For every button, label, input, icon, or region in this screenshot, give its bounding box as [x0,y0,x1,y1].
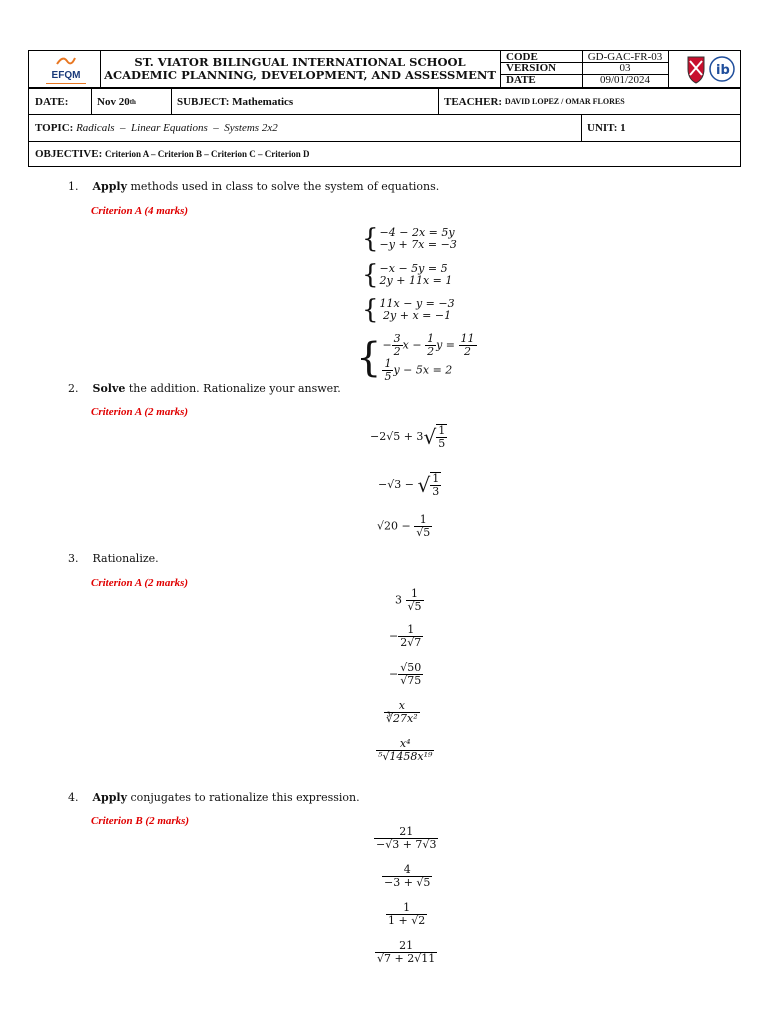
question-1-criterion: Criterion A (4 marks) [91,205,189,217]
info-topic: TOPIC: Radicals – Linear Equations – Systems 2x2 [35,122,278,134]
info-teacher: TEACHER: DAVID LOPEZ / OMAR FLORES [444,95,625,108]
shield-icon [688,57,704,83]
conjugate-1: $\frac{21}{-√3 + 7√3}$ [376,825,437,851]
code-label: CODE [506,51,538,63]
school-logos [684,53,736,89]
question-4-criterion: Criterion B (2 marks) [91,815,190,827]
question-2-criterion: Criterion A (2 marks) [91,406,189,418]
question-4: 4. Apply conjugates to rationalize this expression. [68,791,360,804]
rationalize-1: 3 $\frac{1}{√5}$ [395,587,422,613]
radical-1: −2√5 + 3√ $\frac{1}{5}$ [370,424,446,450]
system-3: { 11x − y = −3 2y + x = −1 [362,295,455,325]
rationalize-2: − $\frac{1}{2√7}$ [389,623,422,649]
topic-row [28,115,741,142]
info-row [28,88,741,115]
radical-3: √20 − $\frac{1}{√5}$ [377,513,431,539]
date-value: 09/01/2024 [599,74,651,86]
system-4: { − $\frac{3}{2}$ x − $\frac{1}{2}$ y = $\frac{11}{2}$ $\frac{1}{5}$ y − 5x = 2 [356,332,475,383]
date-label: DATE [506,74,536,86]
efqm-text: EFQM [51,70,81,81]
info-date-label: DATE: [35,95,69,108]
conjugate-3: $\frac{1}{1 + √2}$ [388,901,426,927]
rationalize-5: $\frac{\text{x⁴}}{\text{⁵√1458x¹⁹}}$ [378,737,433,763]
version-value: 03 [619,62,631,74]
system-1: { −4 − 2x = 5y −y + 7x = −3 [362,224,457,254]
efqm-logo [36,52,96,86]
rationalize-3: − $\frac{√50}{√75}$ [389,661,422,687]
svg-text:ib: ib [716,63,730,78]
radical-2: −√3 − √ $\frac{1}{3}$ [378,472,440,498]
school-name: ST. VIATOR BILINGUAL INTERNATIONAL SCHOOL ACADEMIC PLANNING, DEVELOPMENT, AND ASSESSMENT [104,55,496,82]
efqm-swirl-icon [55,55,77,67]
info-unit: UNIT: 1 [587,122,626,134]
info-date-value: Nov 20 th [97,95,136,108]
info-subject: SUBJECT: Mathematics [177,95,294,108]
objective-row [28,142,741,167]
question-3-criterion: Criterion A (2 marks) [91,577,189,589]
info-objective: OBJECTIVE: Criterion A – Criterion B – Criterion C – Criterion D [35,148,310,160]
system-2: { −x − 5y = 5 2y + 11x = 1 [362,260,453,290]
conjugate-4: $\frac{21}{√7 + 2√11}$ [377,939,436,965]
rationalize-4: $\frac{x}{\text{∛27x²}}$ [386,699,418,725]
question-2: 2. Solve the addition. Rationalize your answer. [68,382,341,395]
version-label: VERSION [506,62,557,74]
ib-logo-icon [710,57,734,81]
question-1: 1. Apply methods used in class to solve the system of equations. [68,180,440,193]
code-value: GD-GAC-FR-03 [587,51,663,63]
question-3: 3. Rationalize. [68,552,159,565]
conjugate-2: $\frac{4}{-3 + √5}$ [384,863,431,889]
